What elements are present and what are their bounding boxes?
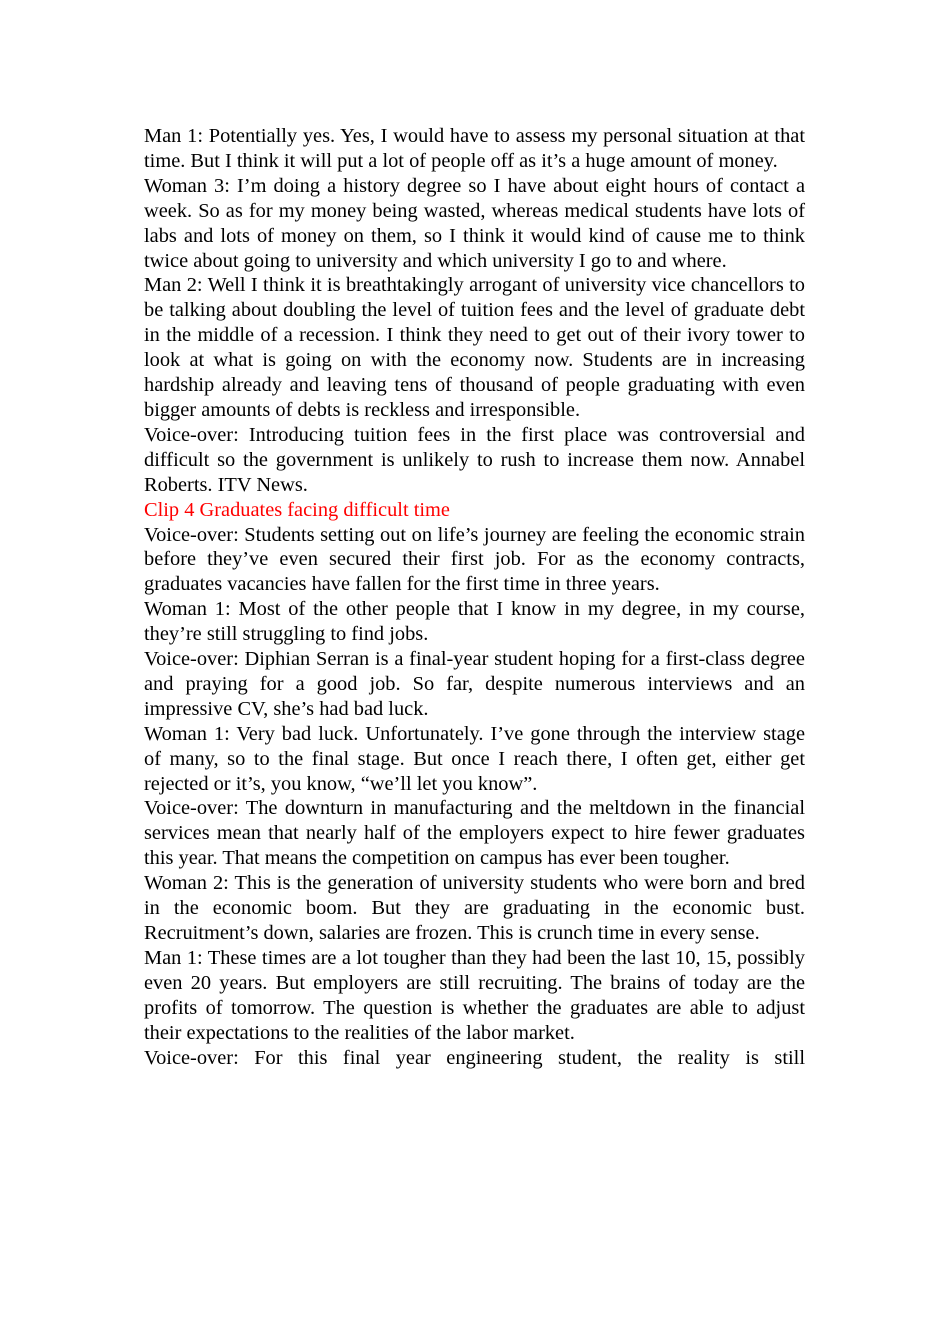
transcript-paragraph-voiceover-diphian: Voice-over: Diphian Serran is a final-year student hoping for a first-class degree and praying for a good job. So far, despite numerous interviews and an impressive CV, she’s had bad luck. xyxy=(144,648,805,720)
transcript-paragraph-woman1-bad-luck: Woman 1: Very bad luck. Unfortunately. I’ve gone through the interview stage of many, so to the final stage. But once I reach there, I often get, either get rejected or it’s, you know, “we’ll let you know”. xyxy=(144,722,805,795)
transcript-paragraph-voiceover-engineering: Voice-over: For this final year engineering student, the reality is still xyxy=(144,1046,805,1069)
clip-heading: Clip 4 Graduates facing difficult time xyxy=(144,498,450,521)
transcript-paragraph-voiceover-fees: Voice-over: Introducing tuition fees in the first place was controversial and difficult so the government is unlikely to rush to increase them now. Annabel Roberts. ITV News. xyxy=(144,423,805,496)
transcript-paragraph-man2-arrogant: Man 2: Well I think it is breathtakingly arrogant of university vice chancellors to be talking about doubling the level of tuition fees and the level of graduate debt in the middle of a recession. I think they need to get out of their ivory tower to look at what is going on with the economy now. Students are in increasing hardship already and leaving tens of thousand of people graduating with even bigger amounts of debts is reckless and irresponsible. xyxy=(144,274,805,421)
transcript-paragraph-woman3-history: Woman 3: I’m doing a history degree so I have about eight hours of contact a week. So as for my money being wasted, whereas medical students have lots of labs and lots of money on them, so I think it would kind of cause me to think twice about going to university and which university I go to and where. xyxy=(144,174,805,272)
transcript-paragraph-woman1-struggling: Woman 1: Most of the other people that I know in my degree, in my course, they’re still struggling to find jobs. xyxy=(144,598,805,646)
transcript-paragraph-woman2-generation: Woman 2: This is the generation of university students who were born and bred in the economic boom. But they are graduating in the economic bust. Recruitment’s down, salaries are frozen. This is crunch time in every sense. xyxy=(144,872,805,944)
transcript-paragraph-voiceover-downturn: Voice-over: The downturn in manufacturing and the meltdown in the financial services mean that nearly half of the employers expect to hire fewer graduates this year. That means the competition on campus has ever been tougher. xyxy=(144,797,805,870)
document-page xyxy=(144,124,805,1070)
transcript-paragraph-man1-tougher: Man 1: These times are a lot tougher than they had been the last 10, 15, possibly even 20 years. But employers are still recruiting. The brains of today are the profits of tomorrow. The question is whether the graduates are able to adjust their expectations to the realities of the labor market. xyxy=(144,946,805,1044)
transcript-paragraph-voiceover-students: Voice-over: Students setting out on life’s journey are feeling the economic strain before they’ve even secured their first job. For as the economy contracts, graduates vacancies have fallen for the first time in three years. xyxy=(144,523,805,596)
transcript-paragraph-man1-potentially: Man 1: Potentially yes. Yes, I would have to assess my personal situation at that time. But I think it will put a lot of people off as it’s a huge amount of money. xyxy=(144,125,805,172)
